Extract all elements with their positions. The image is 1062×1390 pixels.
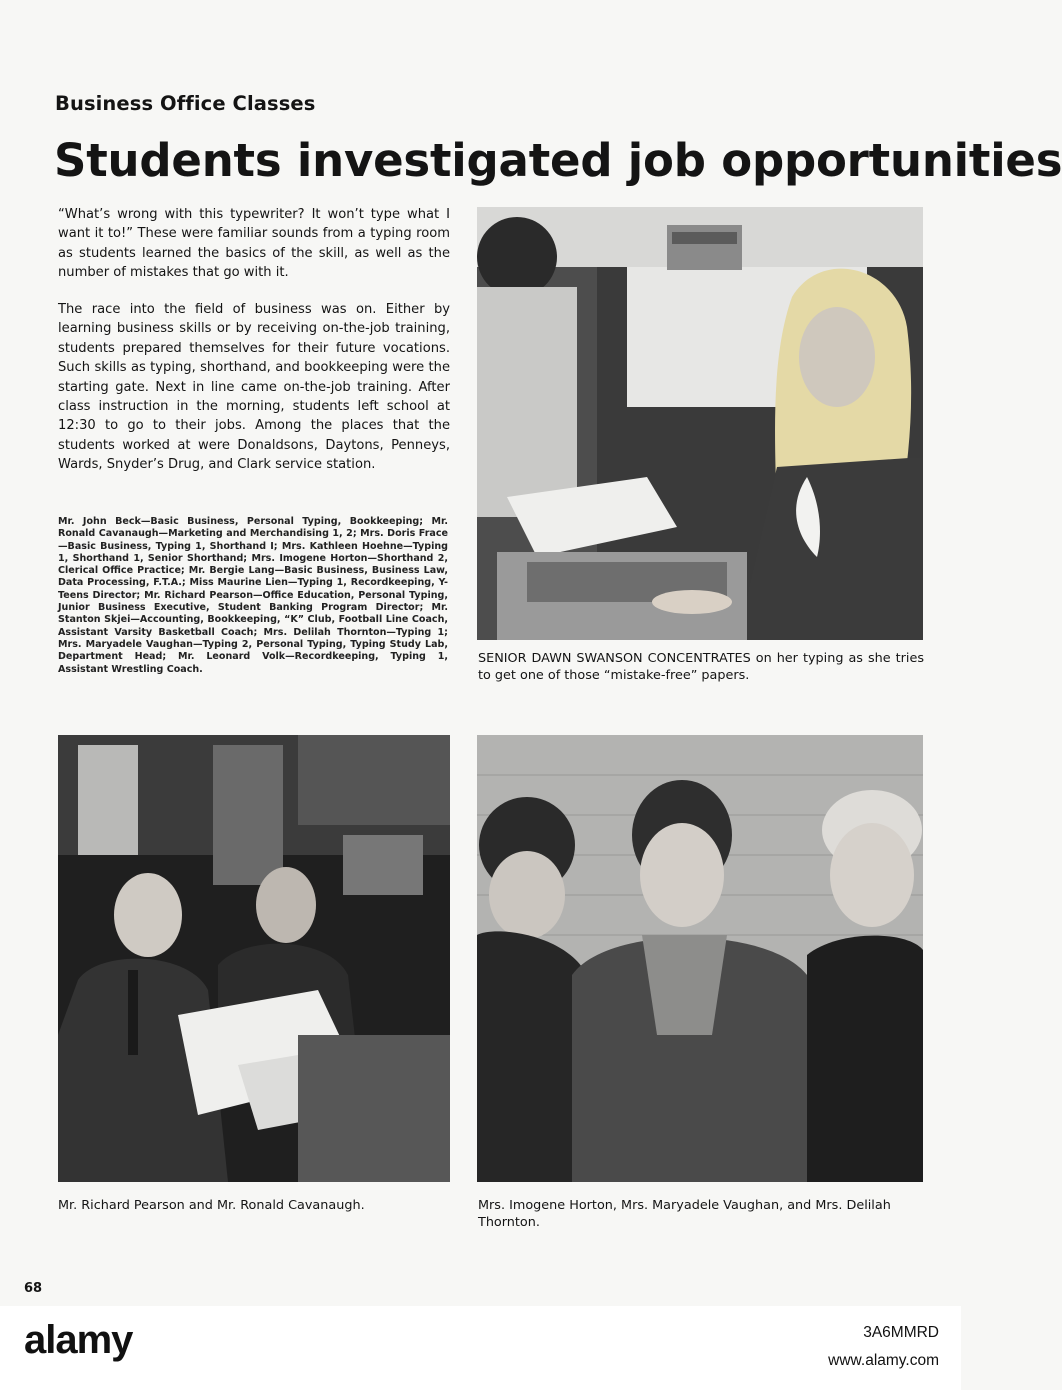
page-number: 68 (24, 1281, 43, 1296)
intro-paragraph: “What’s wrong with this typewriter? It won’t type what I want it to!” These were familiar sounds from a typing room as students learned the basics of the skill, as well as the number of mistakes that go with it. (58, 207, 450, 281)
typing-photo-caption: SENIOR DAWN SWANSON CONCENTRATES on her typing as she tries to get one of those “mistake-free” papers. (478, 651, 924, 683)
watermark-footer (0, 1306, 961, 1390)
three-teachers-photo (477, 735, 923, 1182)
watermark-brand: alamy (24, 1318, 133, 1362)
body-paragraph: The race into the field of business was on. Either by learning business skills or by receiving on-the-job training, students prepared themselves for their future vocations. Such skills as typing, shorthand, and bookkeeping were the starting gate. Next in line came on-the-job training. After class instruction in the morning, students left school at 12:30 to go to their jobs. Among the places that the students worked at were Donaldsons, Daytons, Penneys, Wards, Snyder’s Drug, and Clark service station. (58, 302, 450, 473)
two-teachers-photo (58, 735, 450, 1182)
section-label: Business Office Classes (55, 92, 316, 115)
faculty-list: Mr. John Beck—Basic Business, Personal Typing, Bookkeeping; Mr. Ronald Cavanaugh—Marketing and Merchandising 1, 2; Mrs. Doris Frace—Basic Business, Typing 1, Shorthand I; Mrs. Kathleen Hoehne—Typing 1, Shorthand 1, Senior Shorthand; Mrs. Imogene Horton—Shorthand 2, Clerical Office Practice; Mr. Bergie Lang—Basic Business, Business Law, Data Processing, F.T.A.; Miss Maurine Lien—Typing 1, Recordkeeping, Y-Teens Director; Mr. Richard Pearson—Office Education, Personal Typing, Junior Business Executive, Student Banking Program Director; Mr. Stanton Skjei—Accounting, Bookkeeping, “K” Club, Football Line Coach, Assistant Varsity Basketball Coach; Mrs. Delilah Thornton—Typing 1; Mrs. Maryadele Vaughan—Typing 2, Personal Typing, Typing Study Lab, Department Head; Mr. Leonard Volk—Recordkeeping, Typing 1, Assistant Wrestling Coach. (58, 516, 448, 675)
watermark-url: www.alamy.com (828, 1352, 939, 1369)
two-teachers-caption: Mr. Richard Pearson and Mr. Ronald Cavanaugh. (58, 1198, 365, 1213)
page-headline: Students investigated job opportunities (54, 134, 1062, 187)
image-id: 3A6MMRD (863, 1324, 939, 1341)
three-teachers-caption: Mrs. Imogene Horton, Mrs. Maryadele Vaughan, and Mrs. Delilah Thornton. (478, 1198, 891, 1230)
typing-student-photo (477, 207, 923, 640)
